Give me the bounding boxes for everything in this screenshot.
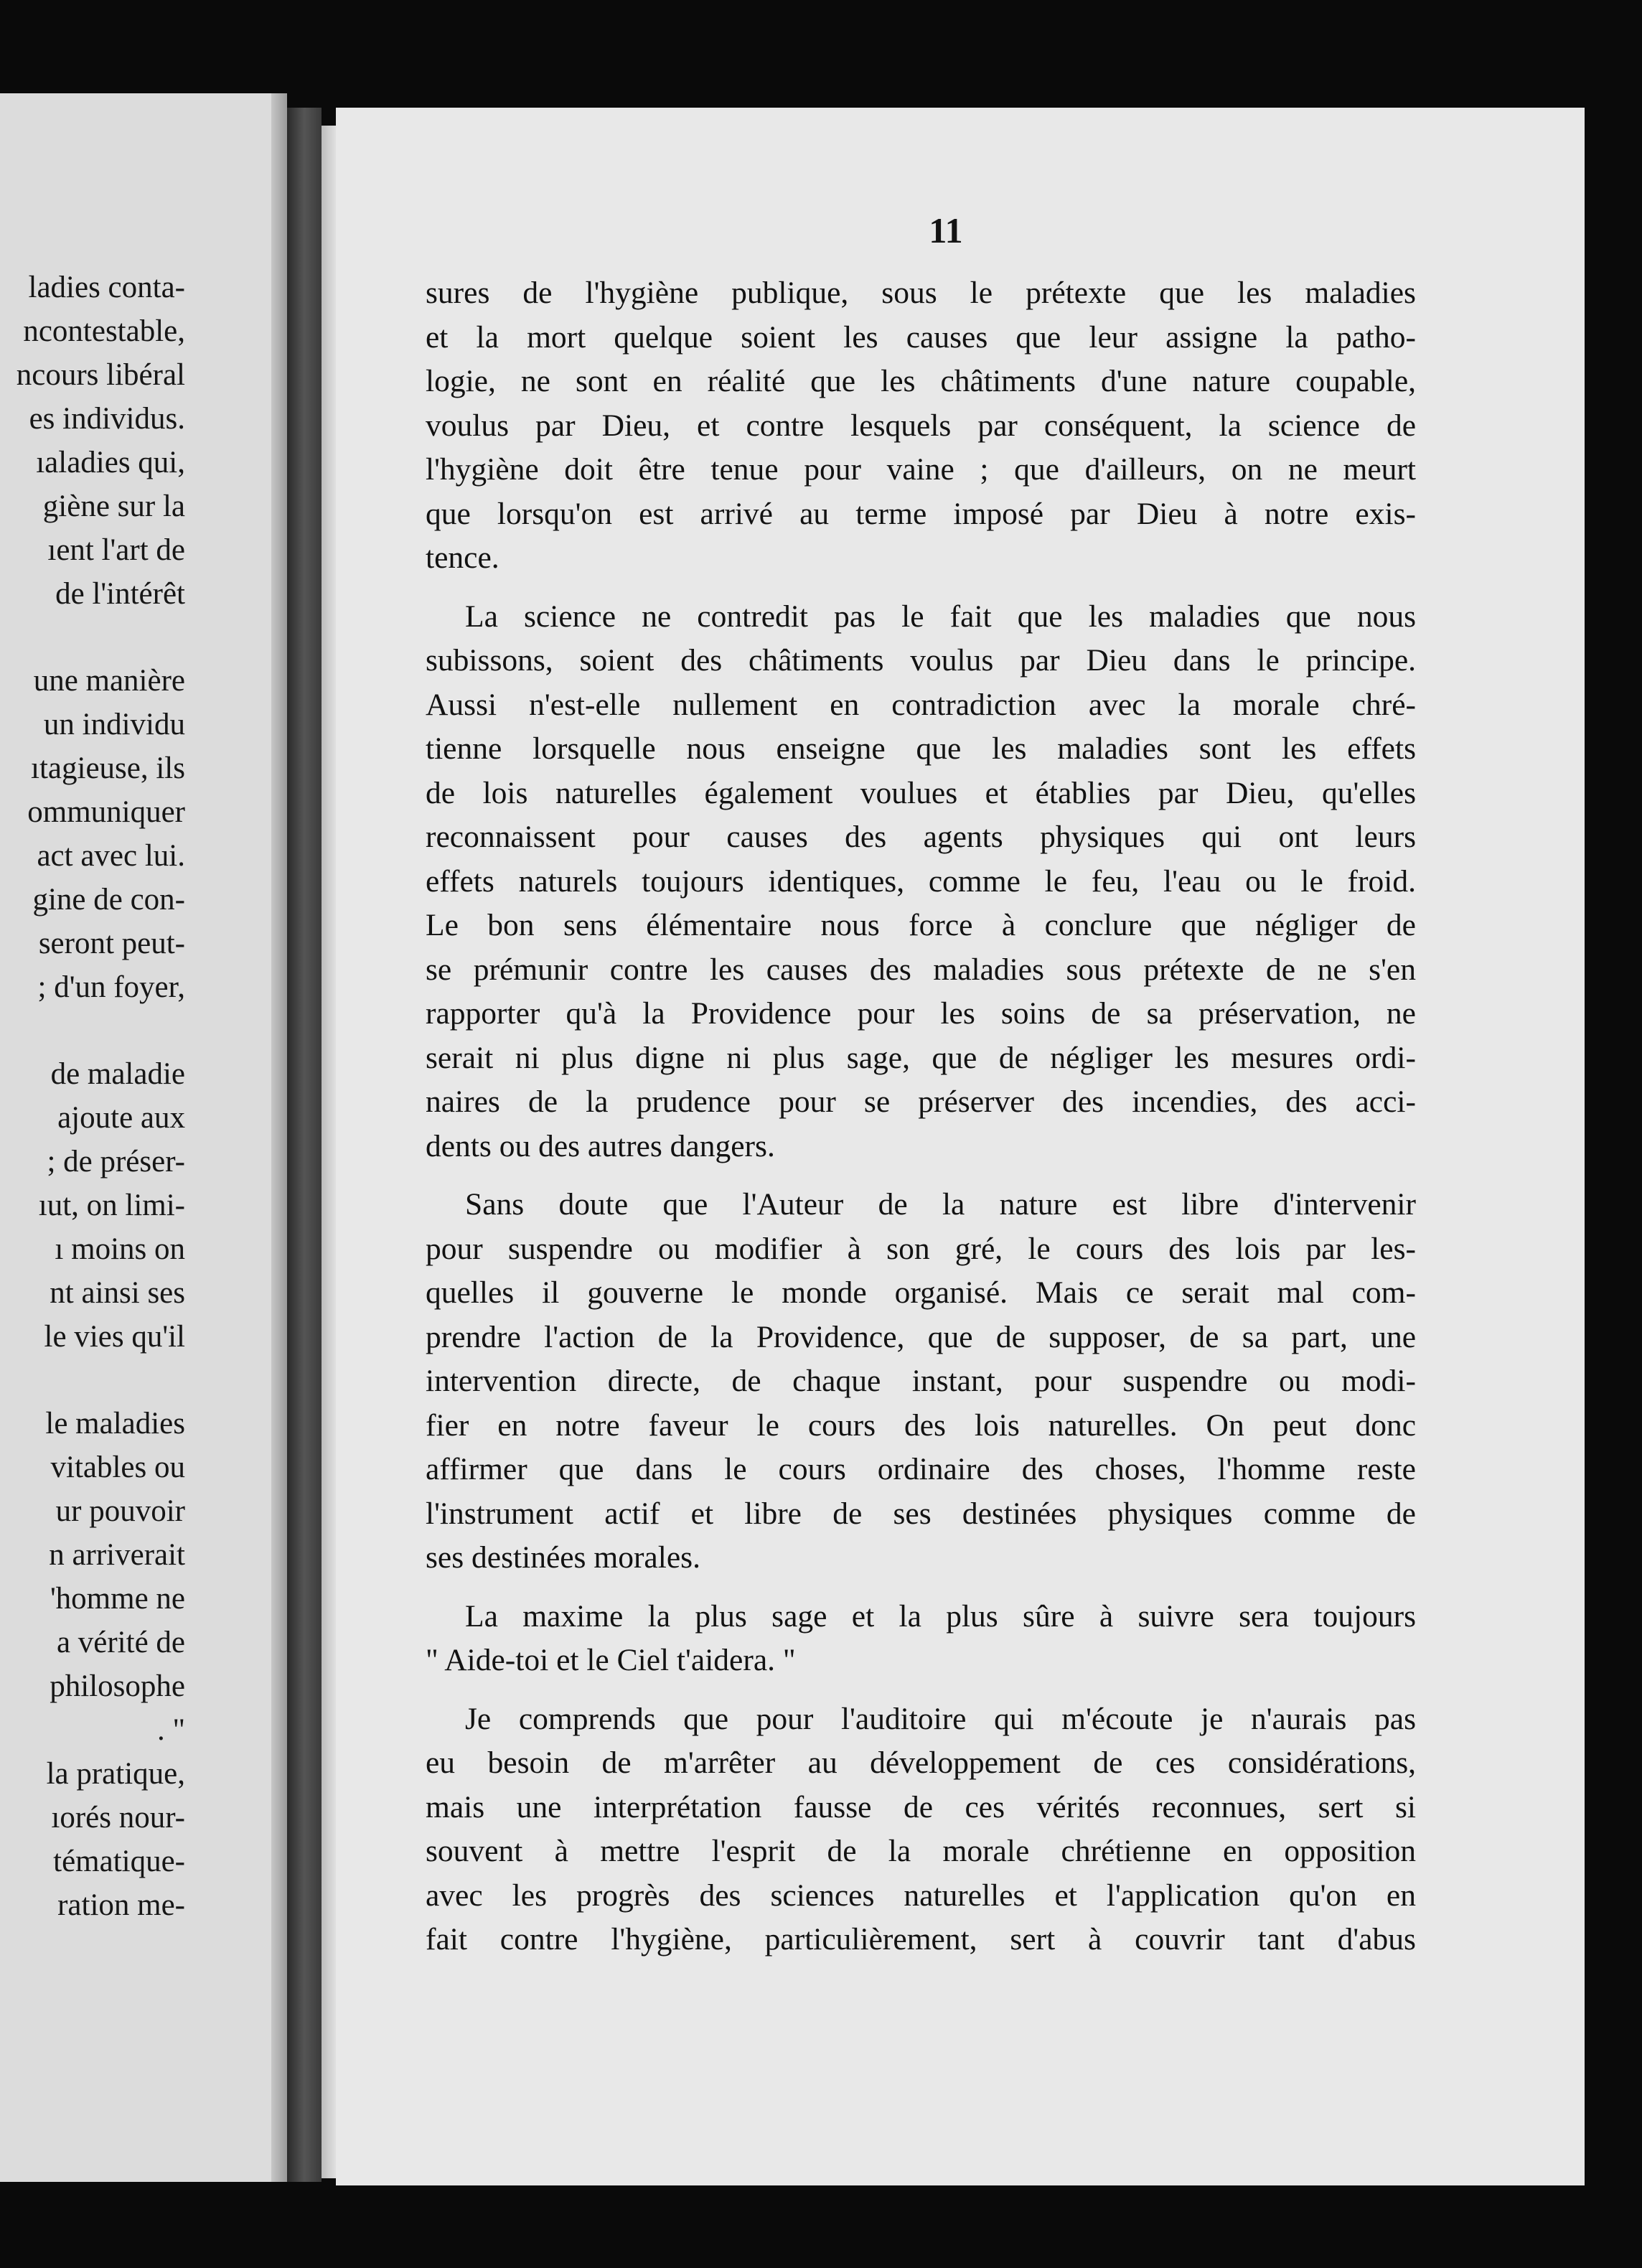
left-page-fragment-line: nt ainsi ses — [50, 1276, 185, 1310]
body-text — [426, 271, 1416, 1962]
right-page — [336, 108, 1585, 2185]
text-line: et la mort quelque soient les causes que leur assigne la patho- — [426, 319, 1416, 355]
text-line: l'instrument actif et libre de ses destinées physiques comme de — [426, 1496, 1416, 1531]
left-paragraph-gap — [0, 1359, 185, 1402]
text-line: l'hygiène doit être tenue pour vaine ; que d'ailleurs, on ne meurt — [426, 452, 1416, 487]
text-line: La maxime la plus sage et la plus sûre à suivre sera toujours — [465, 1598, 1416, 1634]
text-line: tienne lorsquelle nous enseigne que les maladies sont les effets — [426, 731, 1416, 766]
paragraph-gap — [426, 1168, 1416, 1183]
text-line: La science ne contredit pas le fait que les maladies que nous — [465, 599, 1416, 634]
left-page-fragment-line: vitables ou — [50, 1451, 185, 1484]
left-page-fragment-line: ıut, on limi- — [38, 1189, 185, 1222]
left-page-fragment-line: ladies conta- — [28, 271, 185, 304]
left-page-fragment-line: a vérité de — [56, 1626, 185, 1659]
text-line: Sans doute que l'Auteur de la nature est libre d'intervenir — [465, 1187, 1416, 1222]
text-line: souvent à mettre l'esprit de la morale chrétienne en opposition — [426, 1834, 1416, 1868]
left-page-fragment-line: ncours libéral — [16, 358, 185, 392]
text-line: tence. — [426, 540, 499, 575]
left-page-fragment-line: gine de con- — [32, 883, 185, 917]
text-line: intervention directe, de chaque instant, pour suspendre ou modi- — [426, 1364, 1416, 1398]
text-line: fier en notre faveur le cours des lois naturelles. On peut donc — [426, 1407, 1416, 1443]
left-page-fragment-line: ommuniquer — [27, 795, 185, 829]
text-line: quelles il gouverne le monde organisé. Mais ce serait mal com- — [426, 1275, 1416, 1310]
text-line: subissons, soient des châtiments voulus par Dieu dans le principe. — [426, 643, 1416, 678]
left-page-text-fragments — [0, 266, 185, 1927]
left-page-fragment-line: ıaladies qui, — [36, 446, 185, 479]
left-page-fragment-line: un individu — [43, 708, 185, 741]
text-line: voulus par Dieu, et contre lesquels par conséquent, la science de — [426, 408, 1416, 443]
page-number: 11 — [929, 210, 963, 250]
left-page-fragment-line: ncontestable, — [23, 314, 185, 348]
left-page-fragment-line: ; d'un foyer, — [37, 970, 185, 1004]
left-page-fragment-line: act avec lui. — [37, 839, 185, 873]
left-page-fragment-line: 'homme ne — [50, 1582, 185, 1616]
text-line: affirmer que dans le cours ordinaire des choses, l'homme reste — [426, 1452, 1416, 1486]
paragraph — [426, 271, 1416, 581]
paragraph — [426, 595, 1416, 1169]
text-line: que lorsqu'on est arrivé au terme imposé par Dieu à notre exis- — [426, 496, 1416, 531]
paragraph — [426, 1697, 1416, 1962]
text-line: Aussi n'est-elle nullement en contradiction avec la morale chré- — [426, 687, 1416, 722]
left-page-fragment-line: giène sur la — [42, 489, 185, 523]
text-line: fait contre l'hygiène, particulièrement, sert à couvrir tant d'abus — [426, 1922, 1416, 1957]
left-page-fragment-line: ı moins on — [55, 1232, 185, 1266]
left-page-fragment-line: de maladie — [50, 1057, 185, 1091]
text-line: Le bon sens élémentaire nous force à conclure que négliger de — [426, 908, 1416, 942]
text-line: " Aide-toi et le Ciel t'aidera. " — [426, 1643, 796, 1677]
text-line: logie, ne sont en réalité que les châtiments d'une nature coupable, — [426, 364, 1416, 398]
text-line: sures de l'hygiène publique, sous le prétexte que les maladies — [426, 276, 1416, 310]
text-line: naires de la prudence pour se préserver des incendies, des acci- — [426, 1084, 1416, 1119]
book-binding-gutter — [287, 108, 322, 2182]
left-facing-page — [0, 93, 287, 2182]
text-line: avec les progrès des sciences naturelles et l'application qu'on en — [426, 1878, 1416, 1913]
text-line: serait ni plus digne ni plus sage, que de négliger les mesures ordi- — [426, 1040, 1416, 1075]
left-page-fragment-line: seront peut- — [38, 927, 185, 960]
text-line: se prémunir contre les causes des maladies sous prétexte de ne s'en — [426, 952, 1416, 987]
text-line: prendre l'action de la Providence, que de supposer, de sa part, une — [426, 1319, 1416, 1354]
page-edge-shadow — [271, 93, 287, 2182]
text-line: dents ou des autres dangers. — [426, 1128, 775, 1163]
paragraph-gap — [426, 581, 1416, 595]
left-page-fragment-line: n arriverait — [49, 1538, 185, 1572]
left-page-fragment-line: ajoute aux — [57, 1101, 185, 1135]
left-page-fragment-line: tématique- — [53, 1845, 185, 1878]
left-page-fragment-line: es individus. — [29, 402, 185, 436]
text-line: eu besoin de m'arrêter au développement de ces considérations, — [426, 1745, 1416, 1780]
left-page-fragment-line: ur pouvoir — [55, 1494, 185, 1528]
left-page-fragment-line: ıtagieuse, ils — [31, 751, 185, 785]
text-line: effets naturels toujours identiques, comme le feu, l'eau ou le froid. — [426, 863, 1416, 899]
text-line: Je comprends que pour l'auditoire qui m'écoute je n'aurais pas — [465, 1701, 1416, 1736]
left-page-fragment-line: ; de préser- — [47, 1145, 185, 1178]
left-page-fragment-line: ıent l'art de — [47, 533, 185, 567]
left-page-fragment-line: ıorés nour- — [51, 1801, 185, 1834]
page-curl-edge — [322, 126, 336, 2178]
paragraph-gap — [426, 1683, 1416, 1697]
paragraph — [426, 1183, 1416, 1580]
paragraph-gap — [426, 1580, 1416, 1595]
left-paragraph-gap — [0, 1009, 185, 1052]
text-line: pour suspendre ou modifier à son gré, le cours des lois par les- — [426, 1231, 1416, 1266]
left-page-fragment-line: le maladies — [45, 1407, 185, 1440]
left-page-fragment-line: le vies qu'il — [44, 1320, 185, 1354]
paragraph — [426, 1595, 1416, 1683]
left-page-fragment-line: la pratique, — [46, 1757, 185, 1791]
left-page-fragment-line: ration me- — [57, 1888, 185, 1922]
text-line: de lois naturelles également voulues et établies par Dieu, qu'elles — [426, 775, 1416, 810]
left-page-fragment-line: une manière — [33, 664, 185, 698]
text-line: rapporter qu'à la Providence pour les soins de sa préservation, ne — [426, 996, 1416, 1031]
text-line: reconnaissent pour causes des agents physiques qui ont leurs — [426, 820, 1416, 854]
text-line: ses destinées morales. — [426, 1540, 700, 1575]
left-paragraph-gap — [0, 616, 185, 659]
left-page-fragment-line: . " — [156, 1713, 185, 1747]
text-line: mais une interprétation fausse de ces vérités reconnues, sert si — [426, 1789, 1416, 1824]
left-page-fragment-line: philosophe — [50, 1669, 185, 1703]
left-page-fragment-line: de l'intérêt — [55, 577, 185, 611]
